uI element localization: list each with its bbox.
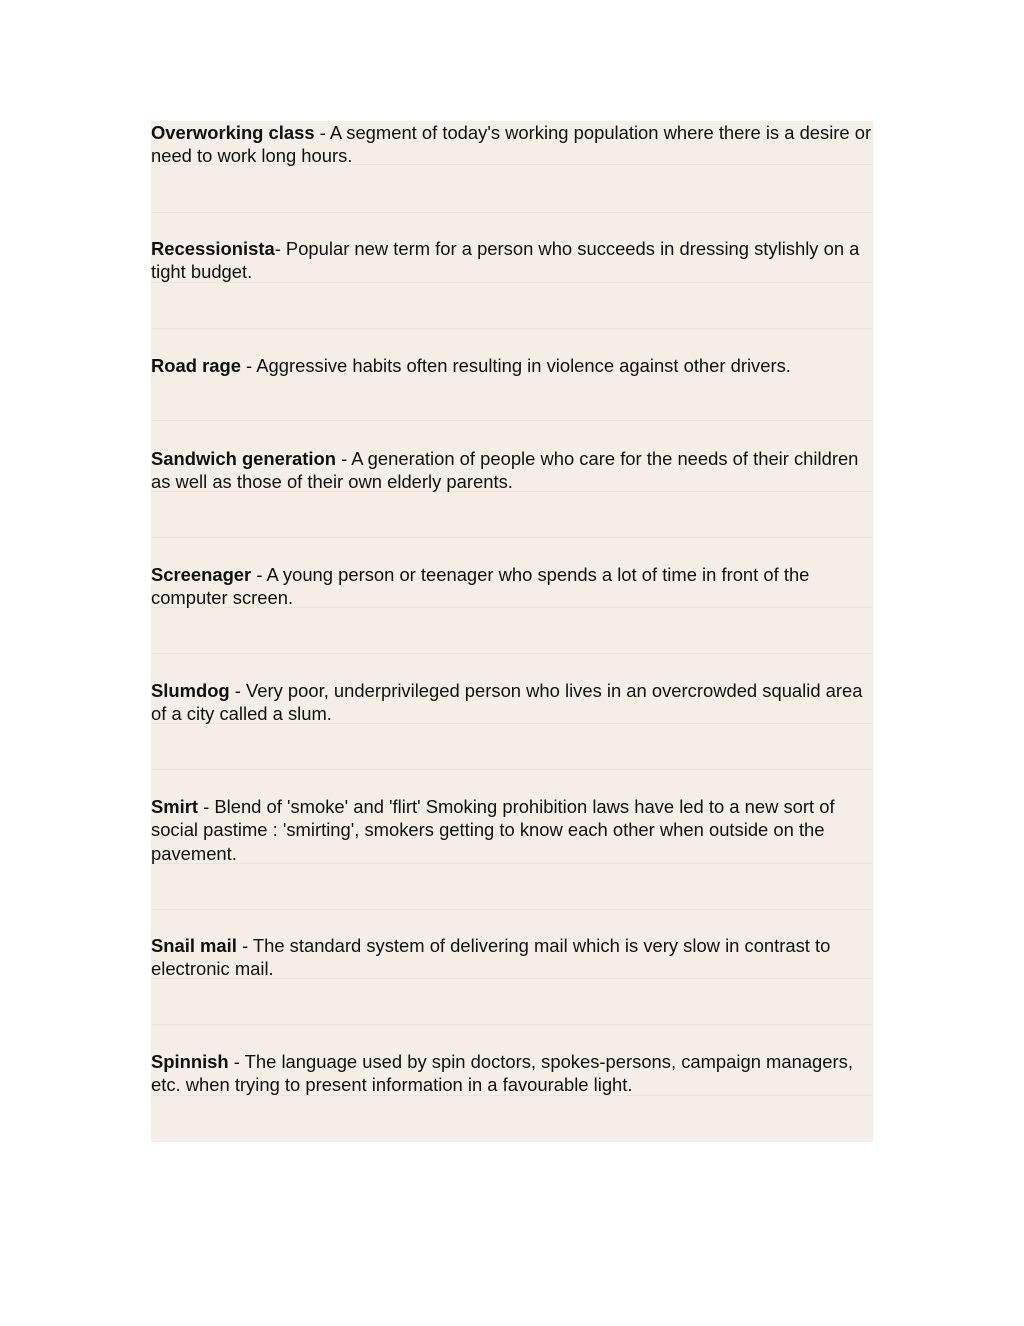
glossary-entry [151, 237, 875, 284]
glossary-definition: - Very poor, underprivileged person who lives in an overcrowded squalid area of a city called a slum. [151, 680, 863, 725]
glossary-definition: - Popular new term for a person who succeeds in dressing stylishly on a tight budget. [151, 238, 860, 283]
glossary-entry [151, 795, 875, 865]
glossary-entry [151, 447, 875, 494]
glossary-term: Snail mail [151, 935, 237, 956]
glossary-entry [151, 934, 875, 981]
glossary-term: Recessionista [151, 238, 275, 259]
glossary-entry [151, 354, 875, 377]
glossary-term: Road rage [151, 355, 241, 376]
glossary-definition: - Blend of 'smoke' and 'flirt' Smoking prohibition laws have led to a new sort of social pastime : 'smirting', smokers getting to know each other when outside on the pavement. [151, 796, 835, 864]
glossary-entry [151, 1050, 875, 1097]
row-divider [151, 328, 873, 329]
row-divider [151, 769, 873, 770]
glossary-entry [151, 121, 875, 168]
glossary-definition: - Aggressive habits often resulting in violence against other drivers. [240, 355, 791, 376]
glossary-term: Screenager [151, 564, 252, 585]
glossary-definition: - A generation of people who care for the needs of their children as well as those of their own elderly parents. [151, 448, 859, 493]
glossary-term: Overworking class [151, 122, 315, 143]
glossary-definition: - A young person or teenager who spends a lot of time in front of the computer screen. [151, 564, 810, 609]
glossary-entry [151, 563, 875, 610]
row-divider [151, 537, 873, 538]
row-divider [151, 212, 873, 213]
glossary-definition: - A segment of today's working population where there is a desire or need to work long hours. [151, 122, 872, 167]
glossary-term: Smirt [151, 796, 199, 817]
row-divider [151, 653, 873, 654]
glossary-term: Spinnish [151, 1051, 229, 1072]
glossary-term: Slumdog [151, 680, 230, 701]
row-divider [151, 1024, 873, 1025]
glossary-entry [151, 679, 875, 726]
glossary-definition: - The standard system of delivering mail which is very slow in contrast to electronic mail. [151, 935, 831, 980]
glossary-definition: - The language used by spin doctors, spokes-persons, campaign managers, etc. when trying to present information in a favourable light. [151, 1051, 853, 1096]
glossary-term: Sandwich generation [151, 448, 336, 469]
row-divider [151, 909, 873, 910]
row-divider [151, 420, 873, 421]
